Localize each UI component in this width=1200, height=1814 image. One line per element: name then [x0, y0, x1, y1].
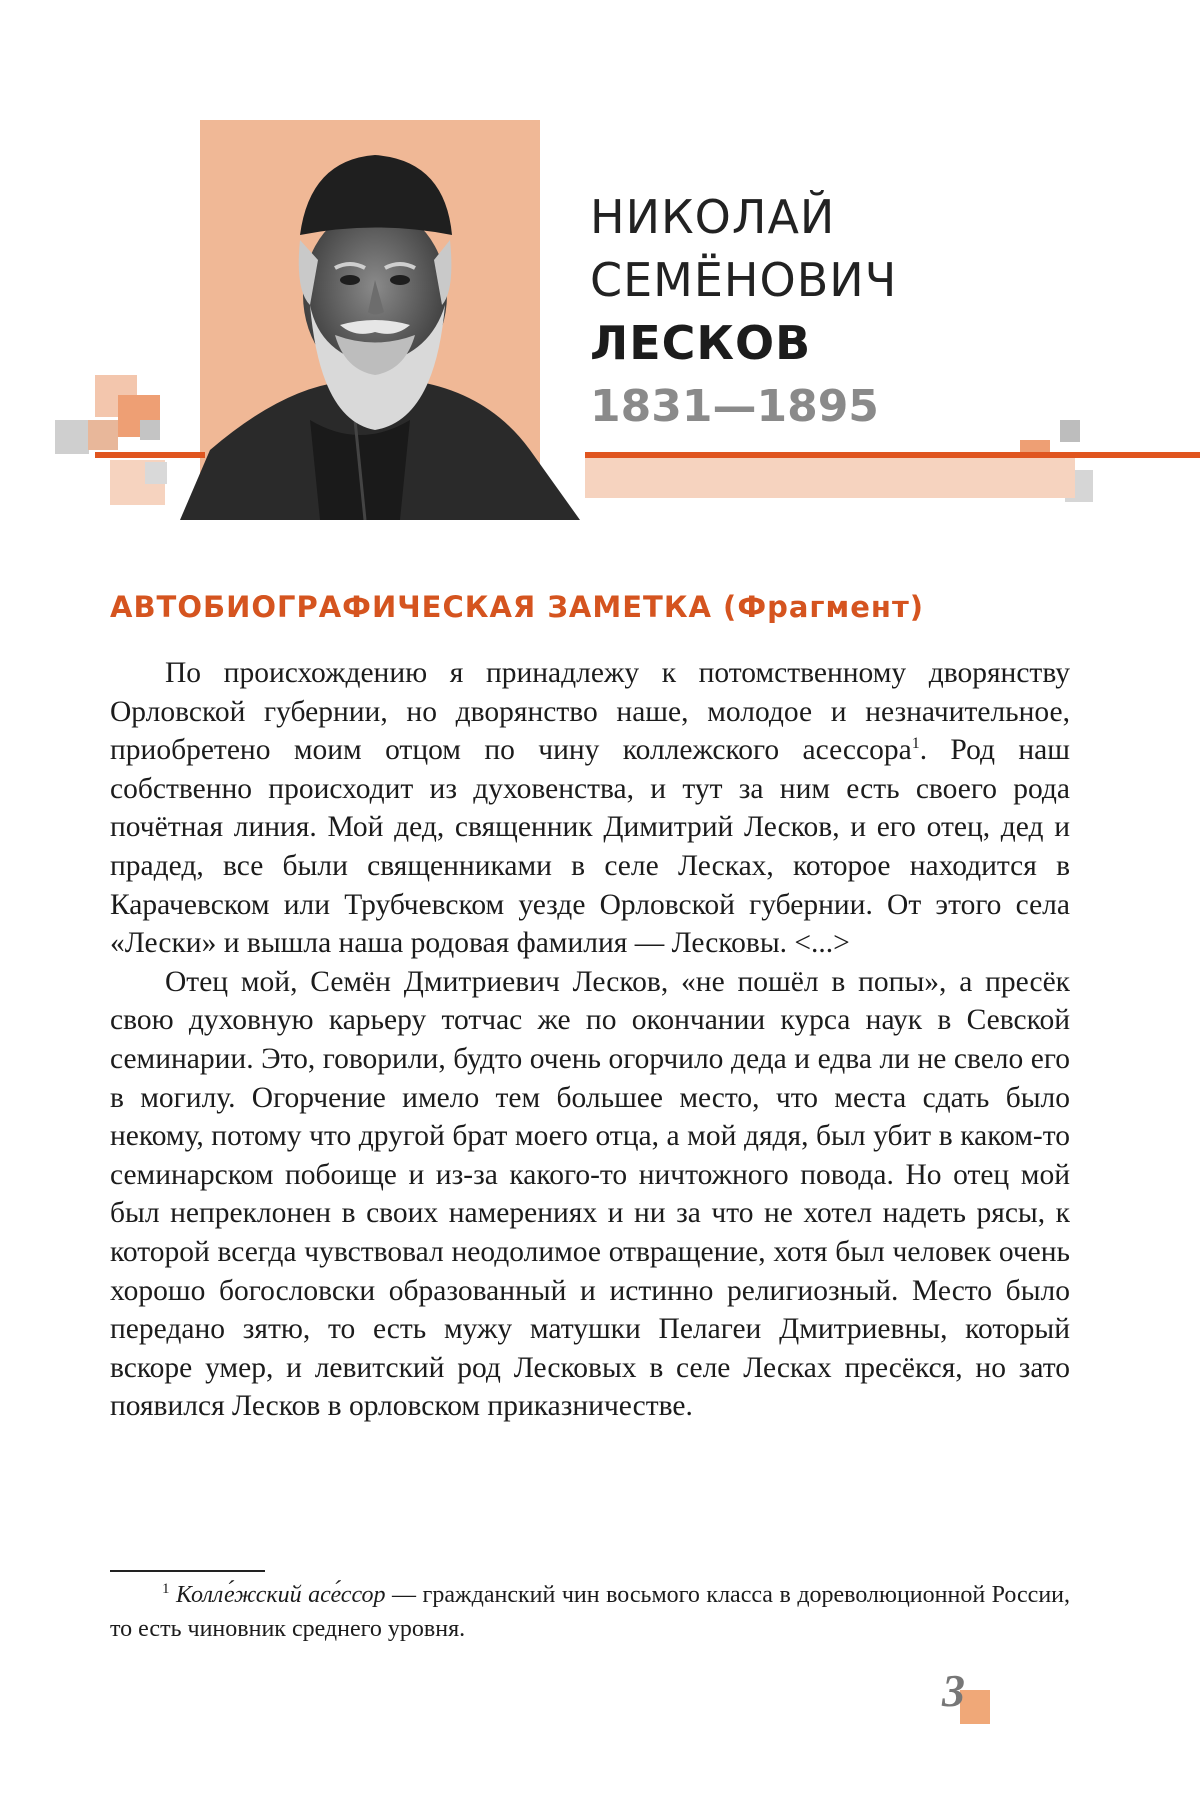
footnote-reference: 1: [911, 735, 920, 753]
author-surname: ЛЕСКОВ: [590, 316, 812, 370]
header-rule-right: [585, 452, 1200, 458]
footnote-divider: [110, 1570, 265, 1572]
header-band-light: [585, 458, 1075, 498]
author-first-name: НИКОЛАЙ: [590, 190, 836, 244]
page-number: 3: [942, 1665, 965, 1716]
author-life-years: 1831—1895: [590, 381, 879, 432]
footnote: [110, 1578, 1070, 1646]
main-text: [110, 654, 1070, 1426]
paragraph: По происхождению я принадлежу к потомственному дворянству Орловской губернии, но дворянство наше, молодое и незначительное, приобретено моим отцом по чину коллежского асессора$^1$. Род наш собственно происходит из духовенства, и тут за ним есть своего рода почётная линия. Мой дед, священник Димитрий Лесков, и его отец, дед и прадед, все были священниками в селе Лесках, которое находится в Карачевском или Трубчевском уезде Орловской губернии. От этого села «Лески» и вышла наша родовая фамилия — Лесковы. <...>: [110, 657, 1070, 960]
footnote-definition: — гражданский чин восьмого класса в дореволюционной России, то есть чиновник среднего уровня.: [110, 1582, 1071, 1642]
footnote-term: Колле́жский асе́ссор: [176, 1582, 386, 1608]
footnote-mark: 1: [162, 1581, 170, 1597]
header-rule-left: [95, 452, 205, 458]
section-title: АВТОБИОГРАФИЧЕСКАЯ ЗАМЕТКА (Фрагмент): [110, 590, 925, 624]
portrait-photo-icon: [160, 120, 600, 520]
paragraph: Отец мой, Семён Дмитриевич Лесков, «не пошёл в попы», а пресёк свою духовную карьеру тотчас же по окончании курса наук в Севской семинарии. Это, говорили, будто очень огорчило деда и едва ли не свело его в могилу. Огорчение имело тем большее место, что места сдать было некому, потому что другой брат моего отца, а мой дядя, был убит в каком-то семинарском побоище и из-за какого-то ничтожного повода. Но отец мой был непреклонен в своих намерениях и ни за что не хотел надеть рясы, к которой всегда чувствовал неодолимое отвращение, хотя был человек очень хорошо богословски образованный и истинно религиозный. Место было передано зятю, то есть мужу матушки Пелагеи Дмитриевны, который вскоре умер, и левитский род Лесковых в селе Лесках пресёкся, но зато появился Лесков в орловском приказничестве.: [110, 965, 1070, 1423]
author-patronymic: СЕМЁНОВИЧ: [590, 253, 898, 307]
